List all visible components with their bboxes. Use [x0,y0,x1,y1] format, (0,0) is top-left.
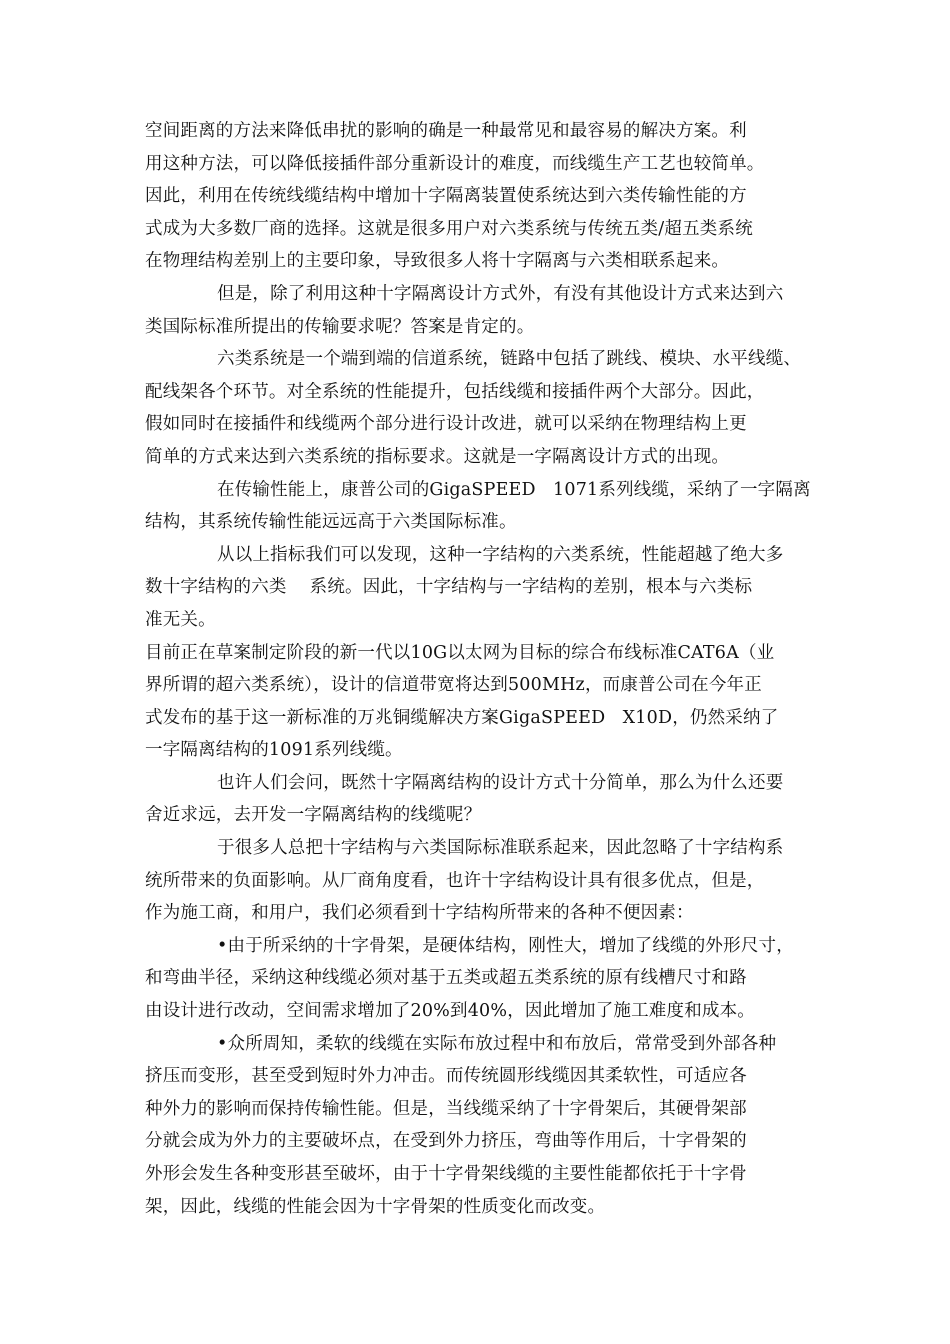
text-line: 于很多人总把十字结构与六类国际标准联系起来，因此忽略了十字结构系 [217,838,784,859]
text-line: 分就会成为外力的主要破坏点，在受到外力挤压，弯曲等作用后，十字骨架的 [145,1131,747,1152]
text-line: 式成为大多数厂商的选择。这就是很多用户对六类系统与传统五类/超五类系统 [145,218,753,239]
text-line: 简单的方式来达到六类系统的指标要求。这就是一字隔离设计方式的出现。 [145,446,730,467]
paragraph-6 [145,637,815,767]
text-line: 在传输性能上，康普公司的GigaSPEED 1071系列线缆，采纳了一字隔离 [217,479,811,500]
text-line: 架，因此，线缆的性能会因为十字骨架的性质变化而改变。 [145,1196,606,1217]
text-line: 一字隔离结构的1091系列线缆。 [145,740,403,761]
paragraph-1 [145,115,815,278]
text-line: 目前正在草案制定阶段的新一代以10G以太网为目标的综合布线标准CAT6A（业 [145,642,775,663]
text-line: 空间距离的方法来降低串扰的影响的确是一种最常见和最容易的解决方案。利 [145,121,747,141]
text-line: 界所谓的超六类系统），设计的信道带宽将达到500MHz，而康普公司在今年正 [145,675,762,696]
paragraph-4 [145,474,815,539]
document-body [145,115,815,1223]
text-line: 式发布的基于这一新标准的万兆铜缆解决方案GigaSPEED X10D，仍然采纳了 [145,707,779,728]
text-line: 但是，除了利用这种十字隔离设计方式外，有没有其他设计方式来达到六 [217,283,784,304]
bullet-line: •由于所采纳的十字骨架，是硬体结构，刚性大，增加了线缆的外形尺寸， [217,935,794,956]
text-line: 配线架各个环节。对全系统的性能提升，包括线缆和接插件两个大部分。因此， [145,381,765,402]
text-line: 因此，利用在传统线缆结构中增加十字隔离装置使系统达到六类传输性能的方 [145,186,747,207]
text-line: 假如同时在接插件和线缆两个部分进行设计改进，就可以采纳在物理结构上更 [145,414,747,435]
text-line: 种外力的影响而保持传输性能。但是，当线缆采纳了十字骨架后，其硬骨架部 [145,1098,747,1119]
paragraph-3 [145,343,815,473]
text-line: 类国际标准所提出的传输要求呢？答案是肯定的。 [145,316,535,337]
text-line: 挤压而变形，甚至受到短时外力冲击。而传统圆形线缆因其柔软性，可适应各 [145,1066,747,1087]
bullet-line: •众所周知，柔软的线缆在实际布放过程中和布放后，常常受到外部各种 [217,1033,777,1054]
paragraph-2 [145,278,815,343]
text-line: 统所带来的负面影响。从厂商角度看，也许十字结构设计具有很多优点，但是， [145,870,765,891]
text-line: 从以上指标我们可以发现，这种一字结构的六类系统，性能超越了绝大多 [217,544,784,565]
paragraph-9 [145,930,815,1028]
text-line: 舍近求远，去开发一字隔离结构的线缆呢？ [145,805,482,826]
text-line: 结构，其系统传输性能远远高于六类国际标准。 [145,512,517,533]
paragraph-7 [145,767,815,832]
text-line: 由设计进行改动，空间需求增加了20%到40%，因此增加了施工难度和成本。 [145,1001,755,1022]
paragraph-8 [145,832,815,930]
text-line: 外形会发生各种变形甚至破坏，由于十字骨架线缆的主要性能都依托于十字骨 [145,1164,747,1184]
text-line: 数十字结构的六类 系统。因此，十字结构与一字结构的差别，根本与六类标 [145,577,753,598]
text-line: 也许人们会问，既然十字隔离结构的设计方式十分简单，那么为什么还要 [217,772,784,793]
text-line: 和弯曲半径，采纳这种线缆必须对基于五类或超五类系统的原有线槽尺寸和路 [145,968,747,989]
paragraph-5 [145,539,815,637]
paragraph-10 [145,1028,815,1224]
text-line: 准无关。 [145,609,216,630]
text-line: 六类系统是一个端到端的信道系统，链路中包括了跳线、模块、水平线缆、 [217,349,802,370]
text-line: 作为施工商，和用户，我们必须看到十字结构所带来的各种不便因素： [145,903,694,924]
text-line: 在物理结构差别上的主要印象，导致很多人将十字隔离与六类相联系起来。 [145,251,730,272]
text-line: 用这种方法，可以降低接插件部分重新设计的难度，而线缆生产工艺也较简单。 [145,153,765,174]
